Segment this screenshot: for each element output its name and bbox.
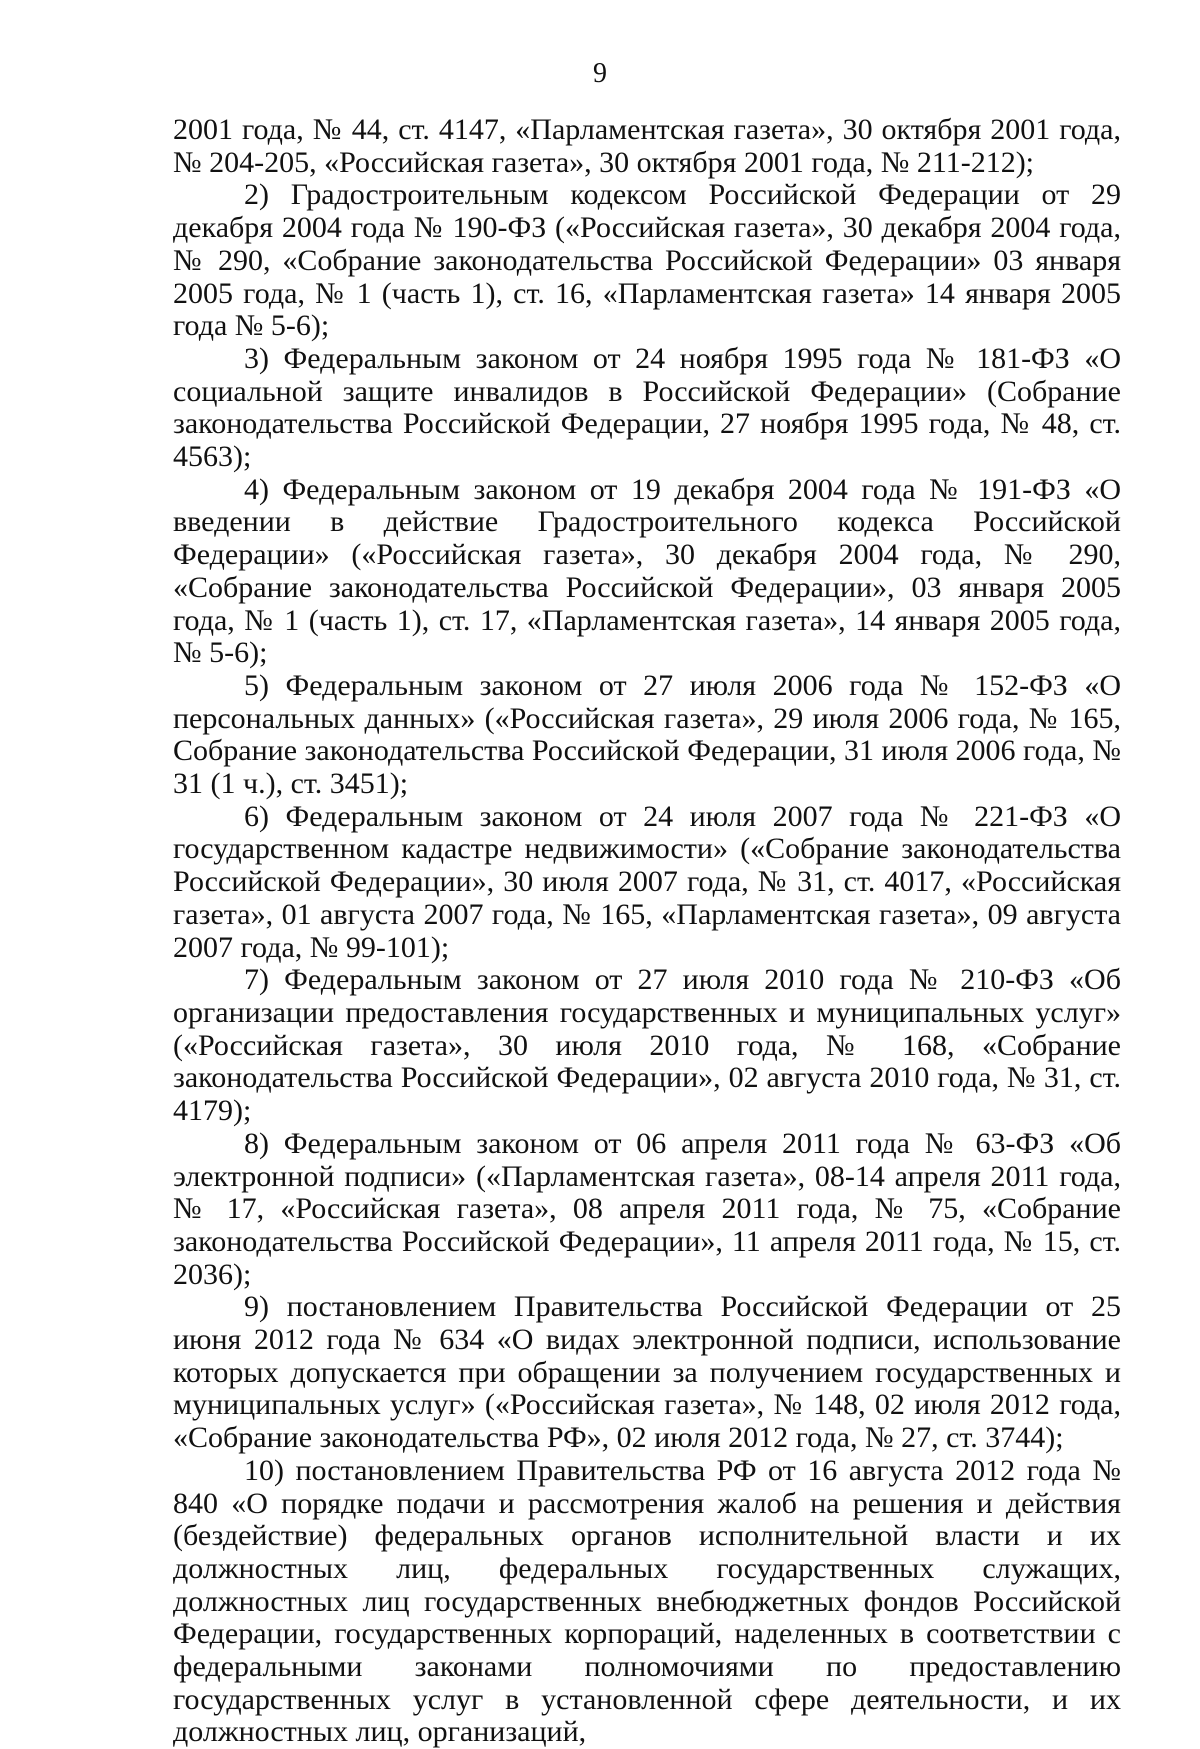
paragraph-item-4: 4) Федеральным законом от 19 декабря 2004 года № 191-ФЗ «О введении в действие Градостроительного кодекса Российской Федерации» («Российская газета», 30 декабря 2004 года, № 290, «Собрание законодательства Российской Федерации», 03 января 2005 года, № 1 (часть 1), ст. 17, «Парламентская газета», 14 января 2005 года, № 5-6); bbox=[173, 472, 1121, 670]
document-body bbox=[173, 114, 1121, 1749]
paragraph-item-10: 10) постановлением Правительства РФ от 16 августа 2012 года № 840 «О порядке подачи и рассмотрения жалоб на решения и действия (бездействие) федеральных органов исполнительной власти и их должностных лиц, федеральных государственных служащих, должностных лиц государственных внебюджетных фондов Российской Федерации, государственных корпораций, наделенных в соответствии с федеральными законами полномочиями по предоставлению государственных услуг в установленной сфере деятельности, и их должностных лиц, организаций, bbox=[173, 1453, 1121, 1749]
paragraph-item-9: 9) постановлением Правительства Российской Федерации от 25 июня 2012 года № 634 «О видах электронной подписи, использование которых допускается при обращении за получением государственных и муниципальных услуг» («Российская газета», № 148, 02 июля 2012 года, «Собрание законодательства РФ», 02 июля 2012 года, № 27, ст. 3744); bbox=[173, 1290, 1121, 1455]
paragraph-item-7: 7) Федеральным законом от 27 июля 2010 года № 210-ФЗ «Об организации предоставления государственных и муниципальных услуг» («Российская газета», 30 июля 2010 года, № 168, «Собрание законодательства Российской Федерации», 02 августа 2010 года, № 31, ст. 4179); bbox=[173, 963, 1121, 1128]
paragraph-item-3: 3) Федеральным законом от 24 ноября 1995 года № 181-ФЗ «О социальной защите инвалидов в Российской Федерации» (Собрание законодательства Российской Федерации, 27 ноября 1995 года, № 48, ст. 4563); bbox=[173, 341, 1121, 474]
paragraph-item-5: 5) Федеральным законом от 27 июля 2006 года № 152-ФЗ «О персональных данных» («Российская газета», 29 июля 2006 года, № 165, Собрание законодательства Российской Федерации, 31 июля 2006 года, № 31 (1 ч.), ст. 3451); bbox=[173, 668, 1121, 801]
paragraph-item-2: 2) Градостроительным кодексом Российской Федерации от 29 декабря 2004 года № 190-ФЗ («Российская газета», 30 декабря 2004 года, № 290, «Собрание законодательства Российской Федерации» 03 января 2005 года, № 1 (часть 1), ст. 16, «Парламентская газета» 14 января 2005 года № 5-6); bbox=[173, 178, 1121, 343]
page-number: 9 bbox=[593, 58, 607, 89]
paragraph-continuation: 2001 года, № 44, ст. 4147, «Парламентская газета», 30 октября 2001 года, № 204-205, «Российская газета», 30 октября 2001 года, № 211-212); bbox=[173, 113, 1121, 179]
paragraph-item-8: 8) Федеральным законом от 06 апреля 2011 года № 63-ФЗ «Об электронной подписи» («Парламентская газета», 08-14 апреля 2011 года, № 17, «Российская газета», 08 апреля 2011 года, № 75, «Собрание законодательства Российской Федерации», 11 апреля 2011 года, № 15, ст. 2036); bbox=[173, 1126, 1121, 1291]
paragraph-item-6: 6) Федеральным законом от 24 июля 2007 года № 221-ФЗ «О государственном кадастре недвижимости» («Собрание законодательства Российской Федерации», 30 июля 2007 года, № 31, ст. 4017, «Российская газета», 01 августа 2007 года, № 165, «Парламентская газета», 09 августа 2007 года, № 99-101); bbox=[173, 799, 1121, 964]
